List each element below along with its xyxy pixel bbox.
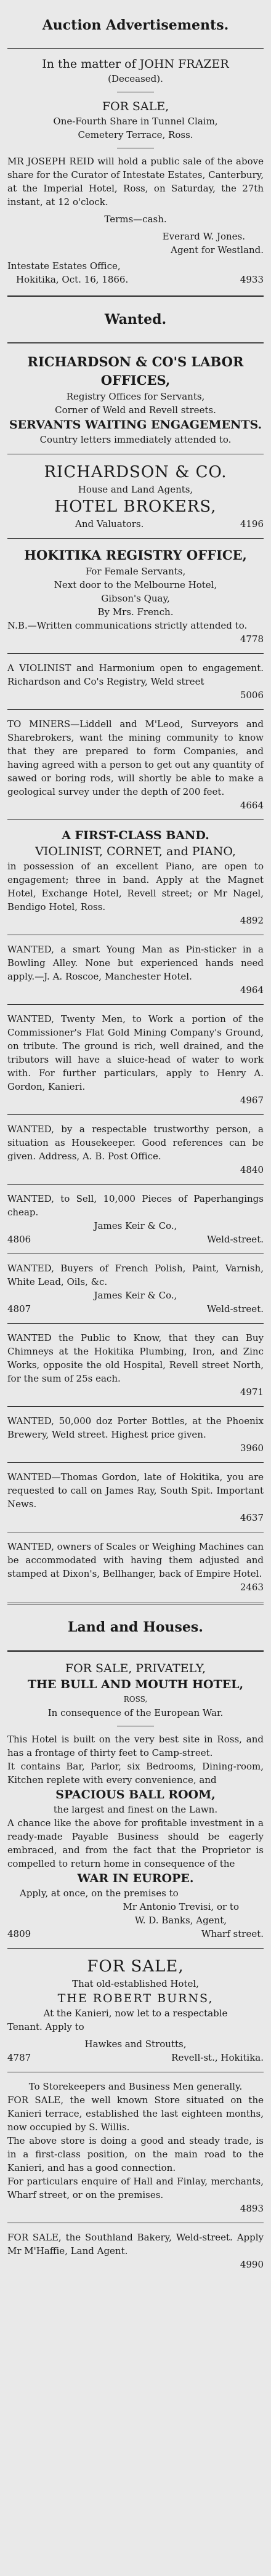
ad-line: WAR IN EUROPE. xyxy=(77,1872,194,1885)
ad-number: 4933 xyxy=(240,274,264,285)
ad-footer xyxy=(7,1927,264,1941)
ad-line: the largest and finest on the Lawn. xyxy=(53,1804,218,1815)
ad-line: Country letters immediately attended to. xyxy=(39,434,232,445)
ad-body: WANTED the Public to Know, that they can Buy Chimneys at the Hokitika Plumbing, Iron, and Zinc Works, opposite the old Hospital, Revell street North, for the sum of 25s each. xyxy=(7,1332,264,1384)
ad-line: Tenant. Apply to xyxy=(7,2021,84,2032)
agent-name: Mr Antonio Trevisi, or to xyxy=(123,1901,239,1912)
ad-line: And Valuators. xyxy=(75,518,144,529)
agent-name: James Keir & Co., xyxy=(94,1290,177,1301)
ad-number: 4990 xyxy=(240,2259,264,2270)
wanted-housekeeper-ad xyxy=(7,1122,264,1177)
ad-title: A FIRST-CLASS BAND. xyxy=(62,829,209,842)
ad-body: The above store is doing a good and steady trade, is in a first-class position, on the main road to the Kanieri, and has a good connection. xyxy=(7,2135,264,2173)
agent-name: Everard W. Jones. xyxy=(162,231,245,242)
ad-body: A VIOLINIST and Harmonium open to engagement. Richardson and Co's Registry, Weld street xyxy=(7,662,264,687)
richardson-agents-ad xyxy=(7,462,264,531)
ad-title: FOR SALE, PRIVATELY, xyxy=(65,1662,206,1675)
agent-name: James Keir & Co., xyxy=(94,1220,177,1231)
ad-line: Registry Offices for Servants, xyxy=(66,391,205,402)
ad-heading: In the matter of JOHN FRAZER xyxy=(42,57,229,71)
ad-line: Cemetery Terrace, Ross. xyxy=(78,129,193,140)
ad-number: 4893 xyxy=(240,2203,264,2214)
ad-line: For Female Servants, xyxy=(85,566,186,577)
ad-line: By Mrs. French. xyxy=(97,606,174,618)
ad-body: WANTED, a smart Young Man as Pin-sticker in a Bowling Alley. None but experienced hands need apply.—J. A. Roscoe, Manchester Hotel. xyxy=(7,944,264,982)
ad-number: 4664 xyxy=(240,800,264,811)
wanted-sell-ad xyxy=(7,1192,264,1246)
section-title: Land and Houses. xyxy=(68,1619,203,1635)
wanted-section-header xyxy=(7,310,264,329)
ad-line: At the Kanieri, now let to a respectable xyxy=(43,2008,228,2019)
ad-line: THE ROBERT BURNS, xyxy=(57,1992,214,2005)
bull-and-mouth-ad xyxy=(7,1660,264,1941)
ad-body: WANTED, Buyers of French Polish, Paint, Varnish, White Lead, Oils, &c. xyxy=(7,1263,264,1287)
ad-line: In consequence of the European War. xyxy=(47,1707,224,1718)
wanted-young-man-ad xyxy=(7,943,264,997)
ad-number: 3960 xyxy=(240,1443,264,1454)
divider xyxy=(7,342,264,344)
street: Revell-st., Hokitika. xyxy=(171,2052,264,2063)
ad-number: 4892 xyxy=(240,915,264,926)
ad-number: 4840 xyxy=(240,1164,264,1175)
ad-number: 4787 xyxy=(7,2052,31,2063)
ad-line: SERVANTS WAITING ENGAGEMENTS. xyxy=(9,418,262,432)
wanted-scales-ad xyxy=(7,1540,264,1594)
divider xyxy=(7,1948,264,1949)
divider xyxy=(7,1004,264,1005)
ad-line: One-Fourth Share in Tunnel Claim, xyxy=(53,116,218,127)
agent-role: Agent for Westland. xyxy=(171,244,264,256)
ad-line: House and Land Agents, xyxy=(78,484,193,495)
ad-footer xyxy=(7,273,264,286)
ad-line: VIOLINIST, CORNET, and PIANO, xyxy=(35,845,236,858)
office: Intestate Estates Office, xyxy=(7,260,121,272)
ad-title: To Storekeepers and Business Men generally. xyxy=(28,2081,243,2092)
ad-line: Apply, at once, on the premises to xyxy=(20,1888,179,1899)
ad-number: 4971 xyxy=(240,1387,264,1398)
ad-body: WANTED, Twenty Men, to Work a portion of the Commissioner's Flat Gold Mining Company's Ground, on tribute. The ground is rich, well drained, and the tributors will have a sluice-head of water to work with. For further particulars, apply to Henry A. Gordon, Kanieri. xyxy=(7,1013,264,1092)
divider xyxy=(7,1406,264,1407)
divider xyxy=(7,1184,264,1185)
ad-body: in possession of an excellent Piano, are open to engagement; three in band. Apply at the Magnet Hotel, Exchange Hotel, Revell street; or Mr Nagel, Bendigo Hotel, Ross. xyxy=(7,861,264,912)
divider xyxy=(7,1603,264,1604)
ad-title: RICHARDSON & CO. xyxy=(44,463,227,481)
ad-number: 2463 xyxy=(240,1582,264,1593)
divider xyxy=(7,709,264,710)
ad-line: Next door to the Melbourne Hotel, xyxy=(54,579,217,590)
storekeepers-ad xyxy=(7,2080,264,2215)
street: Weld-street. xyxy=(207,1303,264,1314)
divider xyxy=(7,819,264,820)
ad-line: ROSS, xyxy=(123,1695,148,1704)
agent-name: Hawkes and Stroutts, xyxy=(84,2039,187,2050)
section-title: Wanted. xyxy=(104,312,167,328)
ad-body: WANTED, 50,000 doz Porter Bottles, at the Phoenix Brewery, Weld street. Highest price given. xyxy=(7,1415,264,1440)
violinist-ad xyxy=(7,661,264,702)
divider xyxy=(7,48,264,49)
ad-title: THE BULL AND MOUTH HOTEL, xyxy=(27,1678,244,1691)
divider xyxy=(7,1462,264,1463)
richardson-labor-ad xyxy=(7,353,264,446)
ad-line: HOTEL BROKERS, xyxy=(54,497,217,516)
auction-section-header xyxy=(7,0,264,34)
ad-footer xyxy=(7,1233,264,1246)
miners-ad xyxy=(7,717,264,812)
wanted-public-ad xyxy=(7,1331,264,1399)
ad-number: 5006 xyxy=(240,690,264,701)
bakery-ad xyxy=(7,2231,264,2271)
land-section-header xyxy=(7,1618,264,1636)
ad-subheading: (Deceased). xyxy=(108,73,163,84)
ad-body: TO MINERS—Liddell and M'Leod, Surveyors and Sharebrokers, want the mining community to know that they are prepared to form Companies, and having agreed with a person to get out any quantity of sawed or boring rods, will shortly be able to make a geological survey under the depth of 200 feet. xyxy=(7,718,264,797)
ad-title: FOR SALE, xyxy=(87,1957,184,1976)
divider xyxy=(7,1114,264,1115)
ad-body: WANTED, to Sell, 10,000 Pieces of Paperhangings cheap. xyxy=(7,1193,264,1218)
section-title: Auction Advertisements. xyxy=(42,17,229,33)
divider xyxy=(7,653,264,654)
ad-number: 4964 xyxy=(240,984,264,996)
ad-line: Corner of Weld and Revell streets. xyxy=(55,405,216,416)
ad-number: 4967 xyxy=(240,1095,264,1106)
ad-body: FOR SALE, the well known Store situated on the Kanieri terrace, established the last eighteen months, now occupied by S. Willis. xyxy=(7,2095,264,2133)
ad-body: For particulars enquire of Hall and Finlay, merchants, Wharf street, or on the premises. xyxy=(7,2176,264,2200)
band-ad xyxy=(7,827,264,927)
ad-body: A chance like the above for profitable investment in a ready-made Payable Business should be eagerly embraced, and from the fact that the Proprietor is compelled to return home in consequence of the xyxy=(7,1817,264,1869)
ad-title: RICHARDSON & CO'S LABOR OFFICES, xyxy=(27,354,244,388)
divider xyxy=(7,538,264,539)
ad-body: This Hotel is built on the very best site in Ross, and has a frontage of thirty feet to Camp-street. xyxy=(7,1734,264,1758)
ad-number: 4196 xyxy=(240,518,264,529)
agent-name: W. D. Banks, Agent, xyxy=(134,1915,227,1926)
divider xyxy=(7,1323,264,1324)
ad-number: 4806 xyxy=(7,1234,31,1245)
wanted-gordon-ad xyxy=(7,1470,264,1524)
robert-burns-ad xyxy=(7,1956,264,2064)
ad-line: That old-established Hotel, xyxy=(72,1978,199,1989)
ad-number: 4807 xyxy=(7,1303,31,1314)
wanted-twenty-men-ad xyxy=(7,1012,264,1107)
registry-ad xyxy=(7,546,264,646)
ad-body: N.B.—Written communications strictly attended to. xyxy=(7,620,248,631)
ad-body: MR JOSEPH REID will hold a public sale of the above share for the Curator of Intestate Estates, Canterbury, at the Imperial Hotel, Ross, on Saturday, the 27th instant, at 12 o'clock. xyxy=(7,156,264,207)
ad-footer xyxy=(7,517,264,531)
ad-number: 4809 xyxy=(7,1928,31,1939)
wanted-buyers-ad xyxy=(7,1262,264,1316)
ad-footer xyxy=(7,2051,264,2064)
wanted-bottles-ad xyxy=(7,1414,264,1455)
ad-line: SPACIOUS BALL ROOM, xyxy=(55,1788,216,1801)
ad-body: WANTED—Thomas Gordon, late of Hokitika, you are requested to call on James Ray, South Spit. Important News. xyxy=(7,1471,264,1510)
date: Hokitika, Oct. 16, 1866. xyxy=(16,274,129,285)
ad-footer xyxy=(7,1302,264,1316)
ad-body: It contains Bar, Parlor, six Bedrooms, Dining-room, Kitchen replete with every convenience, and xyxy=(7,1761,264,1785)
ad-body: FOR SALE, the Southland Bakery, Weld-street. Apply Mr M'Haffie, Land Agent. xyxy=(7,2232,264,2256)
divider xyxy=(7,295,264,297)
ad-line: Gibson's Quay, xyxy=(101,593,170,604)
divider xyxy=(7,1650,264,1652)
fraser-ad xyxy=(7,56,264,286)
ad-title: HOKITIKA REGISTRY OFFICE, xyxy=(24,547,247,563)
ad-body: WANTED, by a respectable trustworthy person, a situation as Housekeeper. Good references can be given. Address, A. B. Post Office. xyxy=(7,1124,264,1162)
ad-number: 4637 xyxy=(240,1512,264,1523)
ad-terms: Terms—cash. xyxy=(104,214,167,225)
street: Weld-street. xyxy=(207,1234,264,1245)
ad-number: 4778 xyxy=(240,634,264,645)
ad-title: FOR SALE, xyxy=(102,100,169,113)
street: Wharf street. xyxy=(201,1928,264,1939)
ad-body: WANTED, owners of Scales or Weighing Machines can be accommodated with having them adjusted and stamped at Dixon's, Bellhanger, back of Empire Hotel. xyxy=(7,1541,264,1579)
